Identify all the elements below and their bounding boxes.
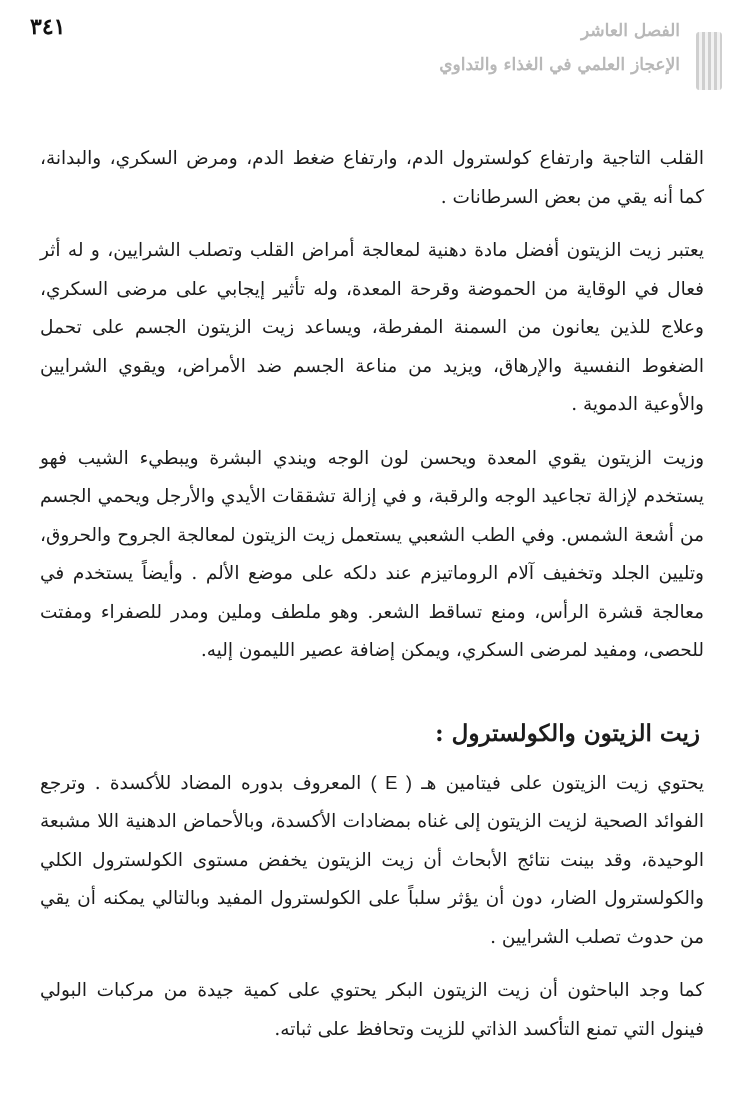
book-title: الإعجاز العلمي في الغذاء والتداوي <box>439 55 680 75</box>
vitamin-label: ( E ) <box>370 771 413 793</box>
paragraph: يعتبر زيت الزيتون أفضل مادة دهنية لمعالجة أمراض القلب وتصلب الشرايين، و له أثر فعال في الوقاية من الحموضة وقرحة المعدة، وله تأثير إيجابي على مرضى السكري، وعلاج للذين يعانون من السمنة المفرطة، ويساعد زيت الزيتون الجسم على تحمل الضغوط النفسية والإرهاق، ويزيد من مناعة الجسم ضد الأمراض، ويقوي الشرايين والأوعية الدموية . <box>40 240 704 415</box>
paragraph-text: المعروف بدوره المضاد للأكسدة . وترجع الفوائد الصحية لزيت الزيتون إلى غناه بمضادات الأكسدة، وبالأحماض الدهنية اللا مشبعة الوحيدة، وقد بينت نتائج الأبحاث أن زيت الزيتون يخفض مستوى الكولسترول الكلي والكولسترول الضار، دون أن يؤثر سلباً على الكولسترول المفيد وبالتالي يمكنه أن يقي من حدوث تصلب الشرايين . <box>40 772 704 948</box>
page-body <box>40 140 704 1064</box>
section-gap <box>40 686 704 714</box>
page-header <box>30 14 722 84</box>
chapter-title: الفصل العاشر <box>581 21 680 41</box>
paragraph <box>40 764 704 958</box>
paragraph-text: يحتوي زيت الزيتون على فيتامين هـ <box>421 772 704 794</box>
paragraph: كما وجد الباحثون أن زيت الزيتون البكر يحتوي على كمية جيدة من مركبات البولي فينول التي تمنع التأكسد الذاتي للزيت وتحافظ على ثباته. <box>40 980 704 1040</box>
paragraph: القلب التاجية وارتفاع كولسترول الدم، وارتفاع ضغط الدم، ومرض السكري، والبدانة، كما أنه يقي من بعض السرطانات . <box>40 148 704 208</box>
running-title <box>439 18 680 78</box>
page-number: ٣٤١ <box>30 14 66 40</box>
section-heading: زيت الزيتون والكولسترول : <box>435 719 700 747</box>
header-ornament-icon <box>696 32 722 90</box>
paragraph: وزيت الزيتون يقوي المعدة ويحسن لون الوجه ويندي البشرة ويبطيء الشيب فهو يستخدم لإزالة تجاعيد الوجه والرقبة، و في إزالة تشققات الأيدي والأرجل ويحمي الجسم من أشعة الشمس. وفي الطب الشعبي يستعمل زيت الزيتون لمعالجة الجروح والحروق، وتليين الجلد وتخفيف آلام الروماتيزم عند دلكه على موضع الألم . وأيضاً يستخدم في معالجة قشرة الرأس، ومنع تساقط الشعر. وهو ملطف وملين ومدر للصفراء ومفتت للحصى، ومفيد لمرضى السكري، ويمكن إضافة عصير الليمون إليه. <box>40 447 704 661</box>
